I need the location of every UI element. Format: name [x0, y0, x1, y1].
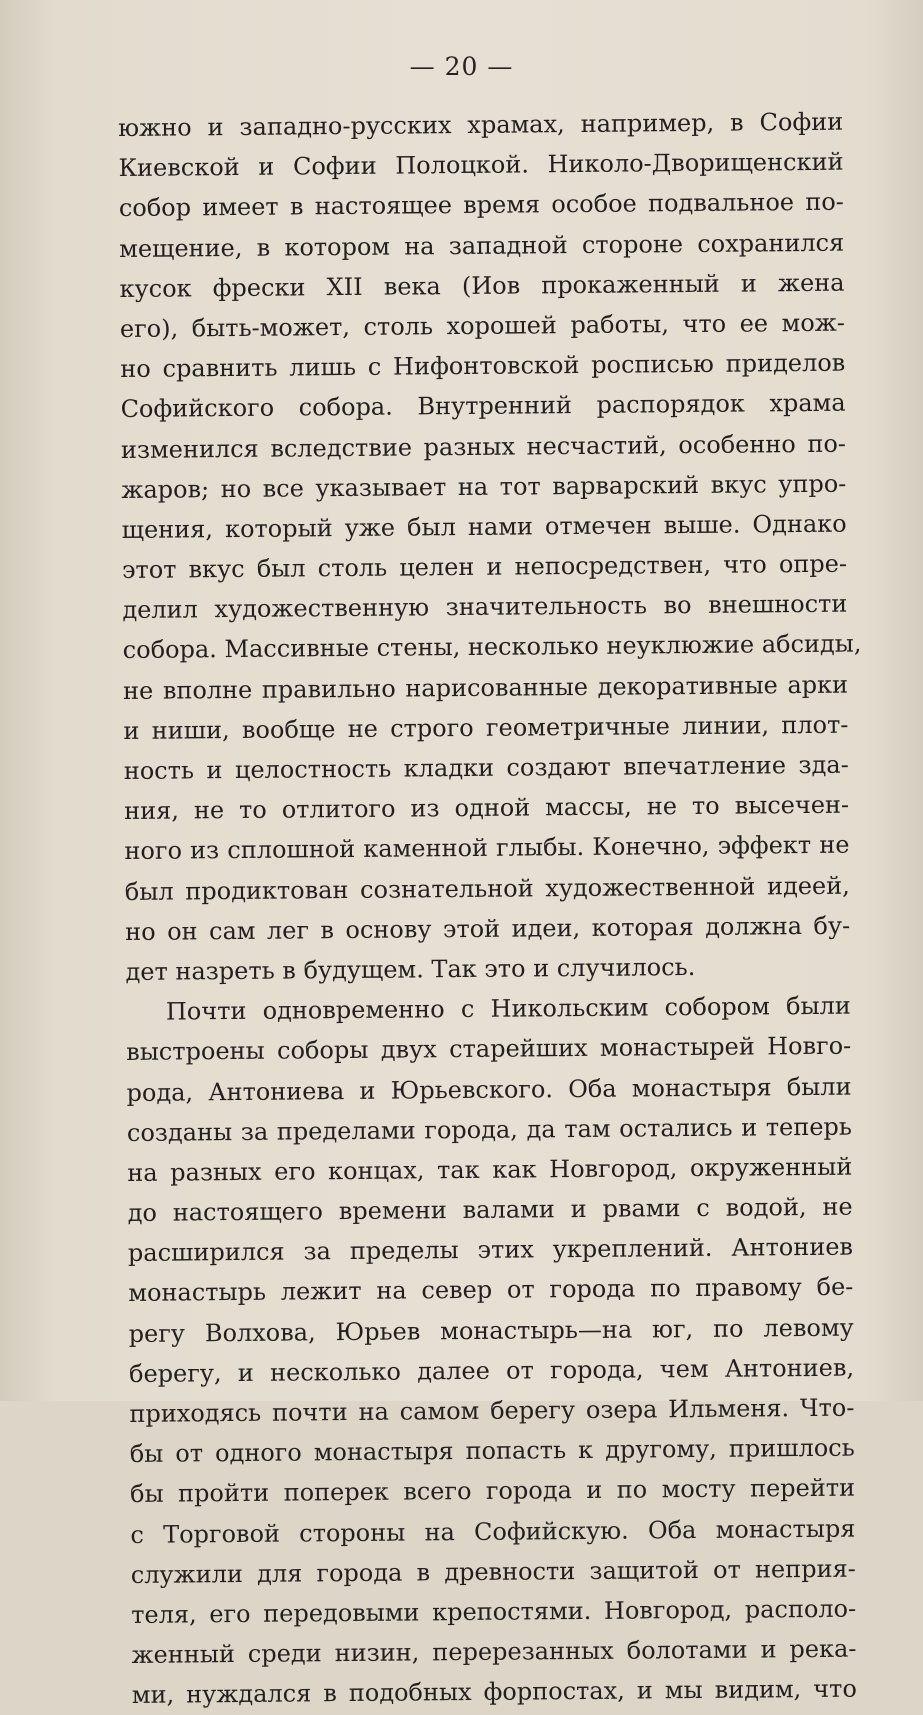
text-line: но сравнить лишь с Нифонтовской росписью приделов: [120, 348, 846, 384]
text-line: и ниши, вообще не строго геометричные линии, плот-: [123, 710, 849, 745]
text-line: служили для города в древности защитой от неприя-: [130, 1554, 856, 1589]
text-line: регу Волхова, Юрьев монастырь—на юг, по левому: [128, 1313, 854, 1348]
text-line: теля, его передовыми крепостями. Новгород, располо-: [131, 1594, 857, 1629]
text-line: приходясь почти на самом берегу озера Ильменя. Что-: [129, 1393, 855, 1428]
text-line: южно и западно-русских храмах, например, в Софии: [118, 107, 844, 142]
text-line: этот вкус был столь целен и непосредствен, что опре-: [121, 549, 848, 585]
text-line: выстроены соборы двух старейших монастырей Новго-: [126, 1031, 852, 1067]
text-line: на разных его концах, так как Новгород, окруженный: [127, 1152, 853, 1187]
text-line: ми, нуждался в подобных форпостах, и мы видим, что: [131, 1674, 857, 1710]
text-line: ность и целостность кладки создают впечатление зда-: [123, 750, 849, 785]
text-line: рода, Антониева и Юрьевского. Оба монастыря были: [126, 1072, 852, 1107]
text-line: бы пройти поперек всего города и по мосту перейти: [129, 1473, 856, 1509]
text-line: делил художественную значительность во внешности: [122, 589, 848, 625]
text-line: до настоящего времени валами и рвами с водой, не: [127, 1192, 853, 1228]
text-line: дет назреть в будущем. Так это и случилось.: [125, 952, 696, 986]
text-line: собора. Массивные стены, несколько неуклюжие абсиды,: [122, 629, 862, 665]
text-line: ния, не то отлитого из одной массы, не то высечен-: [124, 790, 850, 826]
text-line: щения, который уже был нами отмечен выше. Однако: [121, 509, 847, 544]
text-line: но он сам лег в основу этой идеи, которая должна бу-: [125, 911, 851, 946]
body-text: [118, 102, 862, 1715]
text-line: кусок фрески XII века (Иов прокаженный и жена: [119, 268, 845, 303]
text-line: мещение, в котором на западной стороне сохранился: [119, 228, 845, 263]
text-line: расширился за пределы этих укреплений. Антониев: [127, 1232, 854, 1268]
text-line: монастырь лежит на север от города по правому бе-: [128, 1273, 854, 1308]
text-line: не вполне правильно нарисованные декоративные арки: [122, 670, 849, 705]
text-line: изменился вследствие разных несчастий, особенно по-: [120, 429, 847, 464]
text-line: Софийского собора. Внутренний распорядок храма: [120, 388, 846, 424]
text-line: жаров; но все указывает на тот варварский вкус упро-: [121, 469, 847, 504]
text-line: его), быть-может, столь хорошей работы, что ее мож-: [119, 308, 846, 343]
text-line: был продиктован сознательной художественной идеей,: [124, 871, 850, 906]
text-line: женный среди низин, перерезанных болотами и река-: [131, 1634, 857, 1670]
text-line: созданы за пределами города, да там остались и теперь: [126, 1112, 853, 1147]
text-line: бы от одного монастыря попасть к другому, пришлось: [129, 1433, 855, 1469]
text-line: собор имеет в настоящее время особое подвальное по-: [118, 188, 844, 223]
page-number: — 20 —: [409, 52, 514, 81]
text-line: с Торговой стороны на Софийскую. Оба монастыря: [130, 1514, 856, 1549]
text-line: ного из сплошной каменной глыбы. Конечно, эффект не: [124, 831, 850, 866]
text-line: Киевской и Софии Полоцкой. Николо-Дворищенский: [118, 147, 844, 183]
text-line: берегу, и несколько далее от города, чем Антониев,: [128, 1353, 855, 1388]
text-line: Почти одновременно с Никольским собором были: [165, 991, 851, 1026]
